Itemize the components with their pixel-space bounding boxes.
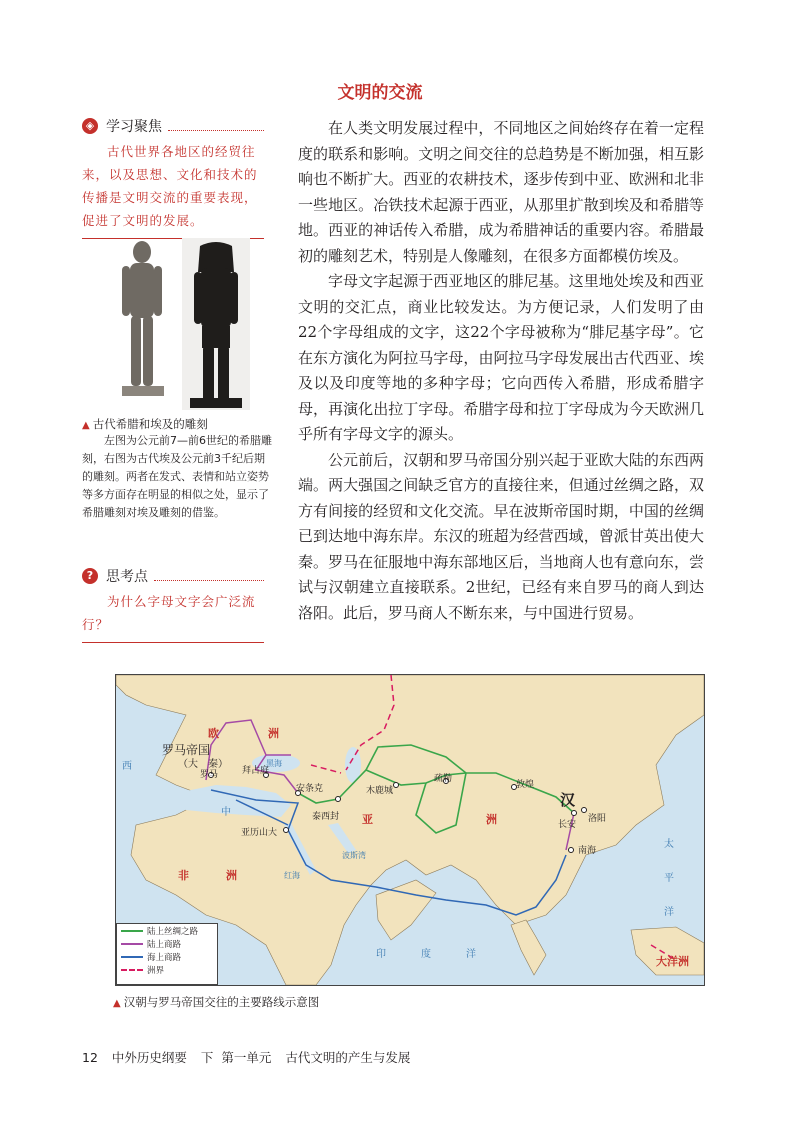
map-label-asia: 亚 [362, 813, 373, 826]
caption-body: 左图为公元前7—前6世纪的希腊雕刻，右图为古代埃及公元前3千纪后期的雕刻。两者在发式、表情和站立姿势等多方面存在明显的相似之处，显示了希腊雕刻对埃及雕刻的借鉴。 [82, 434, 272, 519]
map-label-pacific: 平 [664, 873, 674, 884]
question-icon: ? [82, 568, 98, 584]
map-label-kashgar: 疏勒 [434, 774, 453, 784]
map-legend [116, 923, 218, 985]
map-label-antioch: 安条克 [296, 784, 324, 794]
legend-label: 海上商路 [147, 952, 182, 963]
map-label-merv: 木鹿城 [366, 786, 394, 796]
legend-swatch [121, 969, 143, 971]
learning-focus-heading [82, 116, 264, 136]
map-caption-text: 汉朝与罗马帝国交往的主要路线示意图 [123, 995, 320, 1009]
think-divider [82, 642, 264, 643]
unit: 第一单元 [221, 1050, 272, 1065]
map-label-black-sea: 黑海 [266, 759, 282, 768]
think-text: 为什么字母文字会广泛流行？ [82, 594, 256, 632]
legend-item [121, 963, 217, 976]
map-label-changan: 长安 [558, 820, 577, 830]
map-label-alexandria: 亚历山大 [241, 828, 278, 838]
focus-heading-text: 学习聚焦 [106, 119, 162, 135]
map-label-han: 汉 [560, 791, 576, 809]
map-label-indian-ocean: 印 [376, 949, 386, 960]
legend-label: 洲界 [147, 965, 165, 976]
map-label-europe: 欧 [208, 727, 219, 740]
legend-label: 陆上丝绸之路 [147, 926, 199, 937]
dotted-divider [168, 122, 264, 131]
map-label-rome: 罗马 [200, 770, 219, 780]
map-label-africa: 洲 [226, 869, 237, 882]
map-label-daqin: （大 秦） [178, 759, 228, 770]
book-title: 中外历史纲要 [111, 1050, 187, 1065]
dotted-divider [154, 572, 264, 581]
paragraph: 字母文字起源于西亚地区的腓尼基。这里地处埃及和西亚文明的交汇点，商业比较发达。为方便记录，人们发明了由22个字母组成的文字，这22个字母被称为“腓尼基字母”。它在东方演化为阿拉马字母，由阿拉马字母发展出古代西亚、埃及以及印度等地的多种字母；它向西传入希腊，形成希腊字母，再演化出拉丁字母。希腊字母和拉丁字母成为今天欧洲几乎所有字母文字的源头。 [298, 272, 704, 443]
unit-title: 古代文明的产生与发展 [285, 1050, 411, 1065]
sculpture-caption [82, 416, 272, 522]
caption-title-text: 古代希腊和埃及的雕刻 [92, 417, 208, 431]
map-label-nanhai: 南海 [578, 846, 597, 856]
map-label-africa: 非 [178, 869, 189, 882]
map-label-red-sea: 红海 [284, 871, 300, 880]
map-label-pacific: 太 [664, 839, 674, 850]
triangle-icon: ▲ [82, 420, 90, 431]
map-label-oceania: 大洋洲 [656, 955, 689, 968]
map-label-persian-gulf: 波斯湾 [342, 851, 366, 860]
sculpture-image [100, 238, 250, 410]
page-footer [82, 1048, 410, 1066]
page-title: 文明的交流 [337, 83, 423, 103]
map-label-indian-ocean: 洋 [466, 949, 476, 960]
map-label-indian-ocean: 度 [421, 949, 431, 960]
map-label-dunhuang: 敦煌 [516, 780, 535, 790]
page-number: 12 [82, 1050, 98, 1065]
legend-item [121, 924, 217, 937]
map-label-atlantic: 西 [122, 761, 132, 772]
focus-text: 古代世界各地区的经贸往来，以及思想、文化和技术的传播是文明交流的重要表现，促进了文明的发展。 [82, 144, 258, 228]
map-caption [113, 994, 319, 1010]
map-label-rome-empire: 罗马帝国 [162, 743, 211, 757]
map-label-asia: 洲 [486, 813, 497, 826]
map-label-seleucia: 泰西封 [312, 812, 340, 822]
paragraph: 公元前后，汉朝和罗马帝国分别兴起于亚欧大陆的东西两端。两大强国之间缺乏官方的直接往来，但通过丝绸之路，双方有间接的经贸和文化交流。早在波斯帝国时期，中国的丝绸已到达地中海东岸。东汉的班超为经营西域，曾派甘英出使大秦。罗马在征服地中海东部地区后，当地商人也有意向东，尝试与汉朝建立直接联系。2世纪，已经有来自罗马的商人到达洛阳。此后，罗马商人不断东来，与中国进行贸易。 [298, 450, 704, 622]
map-label-luoyang: 洛阳 [588, 814, 607, 824]
main-text [298, 116, 704, 626]
learning-focus-box [82, 116, 264, 239]
legend-swatch [121, 930, 143, 932]
think-heading-text: 思考点 [106, 569, 148, 585]
legend-label: 陆上商路 [147, 939, 182, 950]
legend-swatch [121, 943, 143, 945]
volume: 下 [200, 1050, 214, 1065]
legend-item [121, 937, 217, 950]
think-heading [82, 566, 264, 586]
triangle-icon: ▲ [113, 998, 121, 1009]
map-label-mediterranean: 中 [221, 807, 231, 818]
legend-item [121, 950, 217, 963]
focus-icon: ◈ [82, 118, 98, 134]
paragraph: 在人类文明发展过程中，不同地区之间始终存在着一定程度的联系和影响。文明之间交往的总趋势是不断加强，相互影响也不断扩大。西亚的农耕技术，逐步传到中亚、欧洲和北非一些地区。冶铁技术起源于西亚，从那里扩散到埃及和希腊等地。西亚的神话传入希腊，成为希腊神话的重要内容。希腊最初的雕刻艺术，特别是人像雕刻，在很多方面都模仿埃及。 [298, 119, 704, 265]
map-label-pacific: 洋 [664, 907, 674, 918]
map-label-byzantium: 拜占庭 [242, 766, 270, 776]
route-map [115, 674, 705, 986]
caption-title [82, 416, 272, 432]
legend-swatch [121, 956, 143, 958]
sculpture-illustration [100, 238, 250, 410]
think-box [82, 566, 264, 643]
map-label-europe: 洲 [268, 727, 279, 740]
